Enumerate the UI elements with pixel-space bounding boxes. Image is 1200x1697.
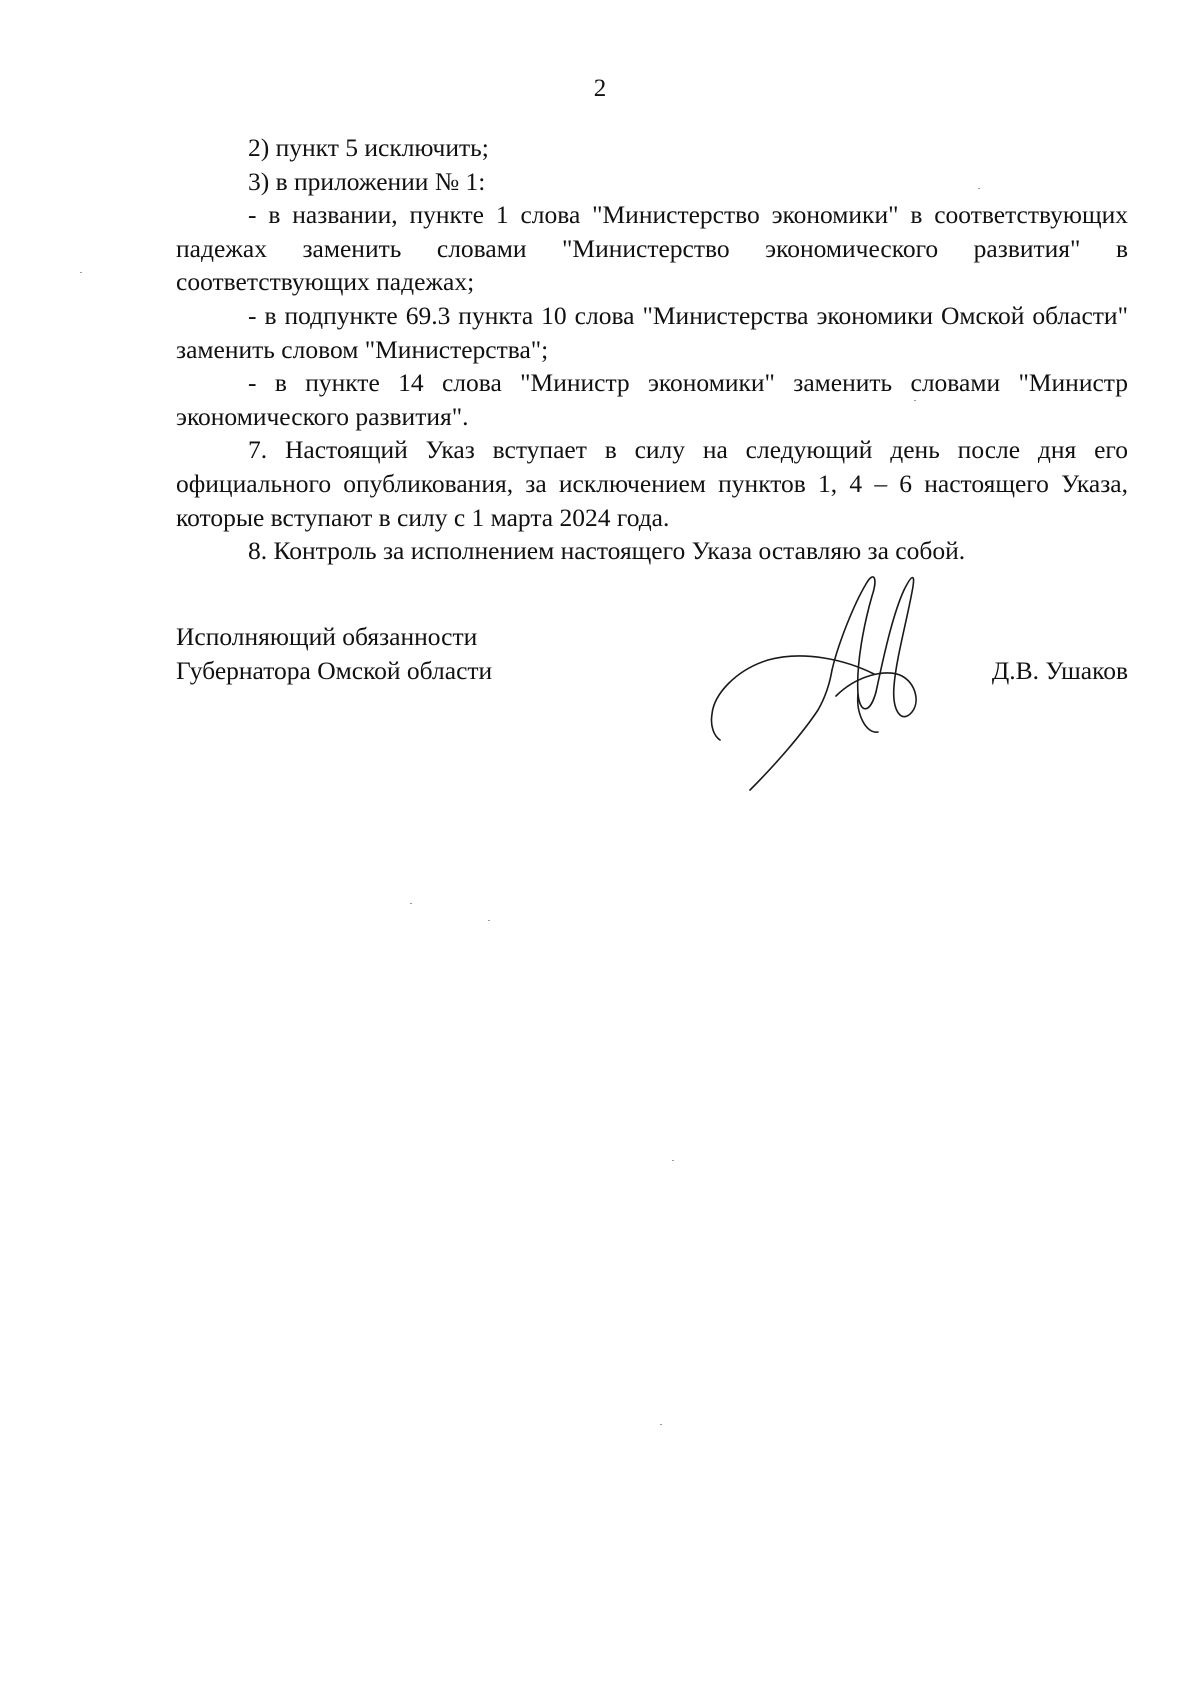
paragraph-item-8-control: 8. Контроль за исполнением настоящего Указа оставляю за собой. xyxy=(248,536,966,566)
paragraph-subpoint-69-3: - в подпункте 69.3 пункта 10 слова "Министерства экономики Омской области" заменить словом "Министерства"; xyxy=(176,300,1128,364)
scan-speck xyxy=(978,188,980,189)
scan-speck xyxy=(80,272,82,273)
signer-position xyxy=(176,620,492,687)
signer-name: Д.В. Ушаков xyxy=(991,655,1128,685)
page-number: 2 xyxy=(593,75,607,102)
paragraph-point-14: - в пункте 14 слова "Министр экономики" заменить словами "Министр экономического развития". xyxy=(176,368,1128,431)
signature-block xyxy=(176,620,1128,800)
signer-position-line-1: Исполняющий обязанности xyxy=(176,622,478,651)
scan-speck xyxy=(410,903,412,904)
handwritten-signature-icon xyxy=(706,564,966,794)
scan-speck xyxy=(672,1160,674,1161)
paragraph-rename-ministry: - в названии, пункте 1 слова "Министерство экономики" в соответствующих падежах заменить словами "Министерство экономического развития" в соответствующих падежах; xyxy=(176,200,1128,297)
paragraph-item-7-effective-date: 7. Настоящий Указ вступает в силу на следующий день после дня его официального опубликования, за исключением пунктов 1, 4 – 6 настоящего Указа, которые вступают в силу с 1 марта 2024 года. xyxy=(176,435,1128,532)
paragraph-item-2: 2) пункт 5 исключить; xyxy=(248,133,489,162)
paragraph-item-3: 3) в приложении № 1: xyxy=(248,166,486,196)
signer-position-line-2: Губернатора Омской области xyxy=(176,655,493,685)
scan-speck xyxy=(660,1424,662,1425)
scan-speck xyxy=(488,920,490,921)
scan-speck xyxy=(914,400,916,401)
document-body xyxy=(176,131,1128,568)
